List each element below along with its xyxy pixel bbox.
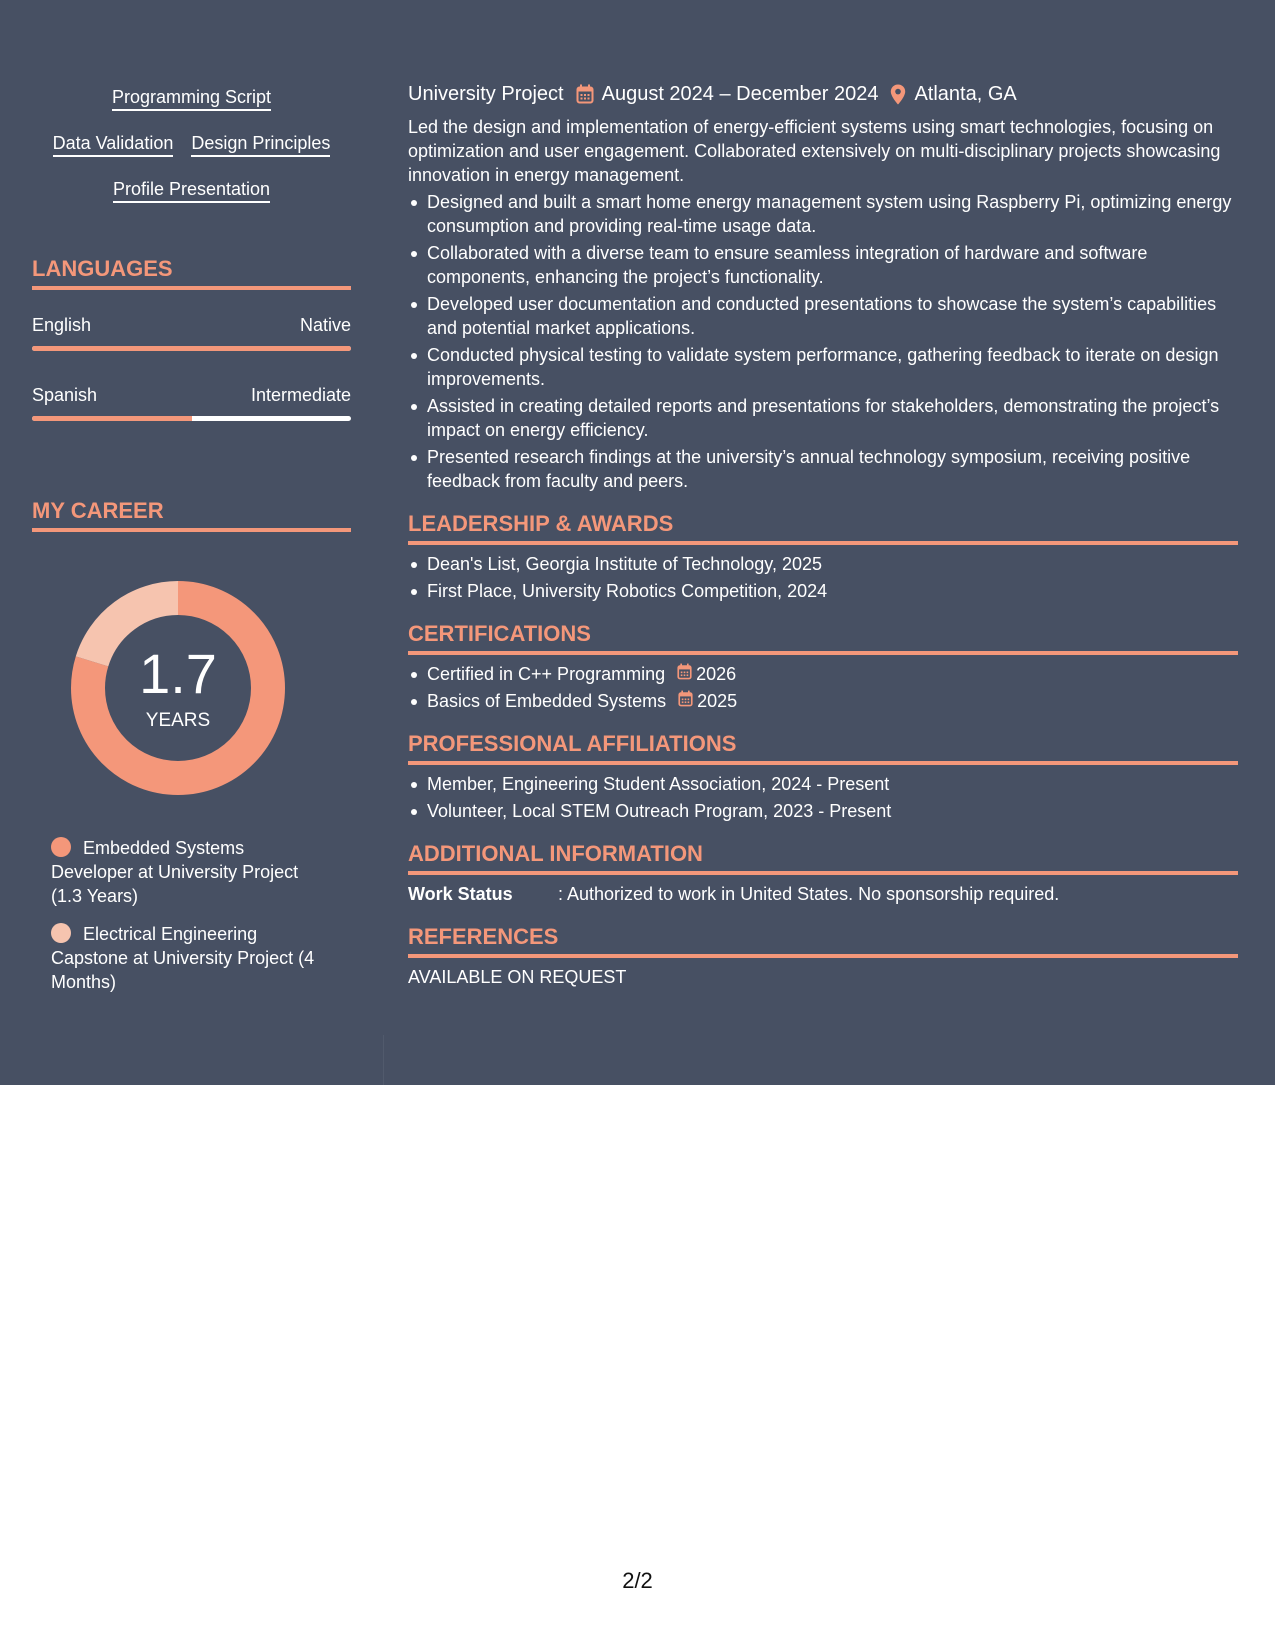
career-donut [66,576,290,800]
skill-tag: Profile Presentation [113,178,270,203]
cert-name: Certified in C++ Programming [427,664,666,684]
skill-row [32,132,351,157]
additional-info-title: ADDITIONAL INFORMATION [408,841,1238,875]
language-bar [32,346,351,351]
career-title: MY CAREER [32,498,351,532]
work-status-row [408,882,1238,906]
job-bullets [408,190,1238,493]
list-item: Member, Engineering Student Association, 2024 - Present [427,772,1238,796]
right-column [408,80,1238,989]
list-item: Designed and built a smart home energy management system using Raspberry Pi, optimizing energy consumption and providing real-time usage data. [427,190,1238,238]
legend-text: Electrical Engineering Capstone at University Project (4 Months) [51,924,315,992]
list-item: Assisted in creating detailed reports and presentations for stakeholders, demonstrating the project’s impact on energy efficiency. [427,394,1238,442]
language-spanish [32,385,351,421]
list-item: Volunteer, Local STEM Outreach Program, 2023 - Present [427,799,1238,823]
cert-name: Basics of Embedded Systems [427,691,667,711]
language-name: Spanish [32,385,98,405]
language-bar-fill [32,346,351,351]
language-level: Native [299,315,351,335]
list-item: Developed user documentation and conducted presentations to showcase the system’s capabilities and potential market applications. [427,292,1238,340]
language-bar-fill [32,416,192,421]
skill-row [32,178,351,203]
calendar-icon [576,84,594,104]
career-legend-item [51,922,331,994]
awards-list [408,552,1238,603]
skill-tag: Design Principles [191,132,330,157]
skill-tag: Programming Script [112,86,271,111]
skill-row [32,86,351,111]
work-status-label: Work Status [408,884,513,904]
cert-year: 2026 [696,664,737,684]
page-number: 2/2 [622,1568,653,1593]
list-item: Conducted physical testing to validate system performance, gathering feedback to iterate on design improvements. [427,343,1238,391]
job-dates: August 2024 – December 2024 [601,82,879,105]
list-item: Dean's List, Georgia Institute of Technology, 2025 [427,552,1238,576]
certifications-list [408,662,1238,713]
certifications-title: CERTIFICATIONS [408,621,1238,655]
career-legend-item [51,836,331,908]
language-name: English [32,315,92,335]
affiliations-list [408,772,1238,823]
affiliations-title: PROFESSIONAL AFFILIATIONS [408,731,1238,765]
language-english [32,315,351,351]
work-status-value: : Authorized to work in United States. No sponsorship required. [558,884,1060,904]
cert-year: 2025 [697,691,738,711]
languages-title: LANGUAGES [32,256,351,290]
legend-text: Embedded Systems Developer at University Project (1.3 Years) [51,838,299,906]
job-location: Atlanta, GA [914,82,1017,105]
skills-list [32,86,351,224]
references-text: AVAILABLE ON REQUEST [408,967,627,987]
list-item: Presented research findings at the university’s annual technology symposium, receiving positive feedback from faculty and peers. [427,445,1238,493]
legend-dot [51,837,71,857]
job-summary: Led the design and implementation of energy-efficient systems using smart technologies, focusing on optimization and user engagement. Collaborated extensively on multi-disciplinary projects showcasing innovation in energy management. [408,117,1221,185]
skill-tag: Data Validation [53,132,174,157]
job-header [408,80,1238,108]
calendar-icon [678,689,697,713]
references-title: REFERENCES [408,924,1238,958]
career-unit: YEARS [145,710,211,731]
language-level: Intermediate [250,385,351,405]
list-item: Collaborated with a diverse team to ensure seamless integration of hardware and software components, enhancing the project’s functionality. [427,241,1238,289]
location-pin-icon [890,84,906,105]
legend-dot [51,923,71,943]
list-item: First Place, University Robotics Competition, 2024 [427,579,1238,603]
list-item [427,662,1238,686]
column-divider [383,1035,384,1085]
calendar-icon [677,662,696,686]
language-bar [32,416,351,421]
list-item [427,689,1238,713]
career-total: 1.7 [139,642,217,705]
awards-title: LEADERSHIP & AWARDS [408,511,1238,545]
job-company: University Project [408,82,564,105]
